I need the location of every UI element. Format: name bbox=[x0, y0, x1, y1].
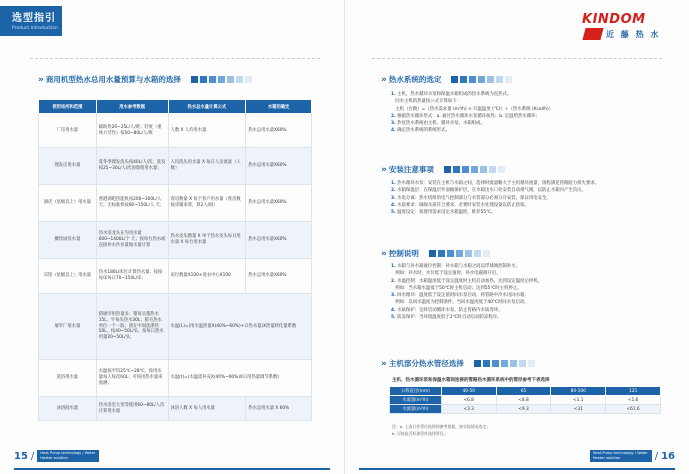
table-row bbox=[39, 360, 312, 397]
section-heading-install bbox=[381, 164, 505, 175]
column-header: 80-100 bbox=[551, 387, 606, 396]
section-heading-control bbox=[381, 248, 490, 259]
list-item: 回水循环：温度低于设定值时回水泵启动，将管路中冷水送回水箱。 bbox=[397, 293, 529, 299]
decor-squares bbox=[444, 166, 505, 173]
section-heading-pipe bbox=[381, 358, 535, 369]
section-tab-subtitle: Product Introduction bbox=[12, 26, 58, 31]
section-heading-system bbox=[381, 74, 512, 85]
table-cell: 客房数量 X 每个客户用水量（客房数按床铺来算，算2人/间） bbox=[168, 185, 246, 222]
system-text: 1. 主机、热水循环水泵和保温水箱组成的热水系统为直热式。 同水主机的热量按公式计算如下： 主机（台数）=（热水需求量 (m³/h) × 升温温度 (℃)）÷（热水系统 (Kcal/h)） 2. 根据热水循环形式：a. 通过热水循环水泵循环加热；b. 定温给热水循环； 3. 热泵热水系统由主机、循环水泵、水箱组成。 4. 确定热水系统的系统形式。 bbox=[391, 92, 554, 134]
footer-rule bbox=[359, 468, 675, 470]
list-item: 根据热水循环形式：a. 通过热水循环水泵循环加热；b. 定温给热水循环； bbox=[397, 113, 540, 119]
list-item: 主机（台数）=（热水需求量 (m³/h) × 升温温度 (℃)）÷（热水系统 (Kcal/h)） bbox=[395, 106, 554, 112]
table-cell: <9.3 bbox=[496, 405, 551, 414]
row-header: 水流量(m³/h) bbox=[390, 405, 442, 414]
section-title: 主机部分热水管径选择 bbox=[388, 359, 464, 368]
table-cell: <1.6 bbox=[606, 396, 661, 405]
table-cell: 热水总用水量X60% bbox=[246, 148, 312, 185]
section-title: 商用机型热水总用水量预算与水箱的选择 bbox=[45, 75, 181, 84]
table-cell: 热水180L/床位计算热水量；按按每床每日70~150L/床； bbox=[96, 259, 168, 294]
list-item: 水电分离：热水机组的电气控制部分与水管部分必须分开安装，保证用电安全。 bbox=[397, 195, 551, 201]
list-item: 水质要求：确保水质符合要求，必要时安装水处理设备以防止结垢。 bbox=[397, 202, 529, 208]
section-tab bbox=[0, 6, 62, 36]
footer-rule bbox=[14, 468, 330, 470]
table-cell: 夏冬季理发洗头按40L/人/次；洗发按25~30L/人/次预算使用水量； bbox=[96, 148, 168, 185]
table-row bbox=[39, 114, 312, 148]
page-slash: / bbox=[30, 450, 35, 462]
table-row bbox=[39, 294, 312, 360]
section-tab-title: 选型指引 bbox=[12, 13, 56, 24]
table-cell: 猪屠宰用热量多；猪每头猪热水15L，牛每头热水30L；猪毛热水单位一个一般；猪在中间洗涤热50L，按40~50L/头；按每日热水用量20~50L/头； bbox=[96, 294, 168, 360]
control-text: 1. 水箱与补水箱液位控制：补水箱与水箱之间以浮球阀控制补水。 例如：补水时，水位低于设定值时，补水电磁阀开启。 2. 水温控制：水箱温度低于设定温度时主机启动加热，达到设定温度后停机。 例如：当水箱水温低于50℃时主机启动；达到55℃时主机停止。 3. 回水循环：温度低于设定值时回水泵启动，将管路中冷水送回水箱。 例如：以回水温度为控制条件，当回水温度低于40℃时回水泵启动。 4. 水质保护：定时启动循环水泵，防止管路内水质变坏。 5. 防冻保护：当环境温度低于2℃时自动启动防冻程序。 bbox=[391, 264, 543, 320]
chevron-right-icon: » bbox=[381, 248, 385, 259]
table-cell: <3.3 bbox=[441, 405, 496, 414]
table-cell: <31 bbox=[551, 405, 606, 414]
table-row bbox=[390, 405, 661, 414]
row-header: 水流量(m³/h) bbox=[390, 396, 442, 405]
table-cell: 餐饮厨房水量 bbox=[39, 222, 97, 259]
table-cell: 理发店用水量 bbox=[39, 148, 97, 185]
list-item: 水箱保温层：在保温层外面做保护层，在水箱出水口处安装自动排气阀，以防止水箱内产生负压。 bbox=[397, 188, 586, 194]
table-cell: 辅助热20~25L/人/班；轻度（重体力劳作）按50~80L/人/班 bbox=[96, 114, 168, 148]
section-title: 热水系统的选定 bbox=[388, 75, 442, 84]
column-header: 125 bbox=[606, 387, 661, 396]
divider bbox=[372, 58, 662, 59]
footer-left bbox=[14, 450, 99, 462]
list-item: 温度设定：按使用需求设定水箱温度，推荐55℃。 bbox=[397, 210, 496, 216]
table-cell: 热水总用水量X60% bbox=[246, 185, 312, 222]
list-item: 水温控制：水箱温度低于设定温度时主机启动加热，达到设定温度后停机。 bbox=[397, 278, 543, 284]
table-row bbox=[390, 396, 661, 405]
table-cell: 热水总用水量X60% bbox=[246, 259, 312, 294]
chevron-right-icon: » bbox=[38, 74, 42, 85]
table-header-row bbox=[39, 100, 312, 114]
table-cell: 水温(L)=(用水温热量X(40%~60%)+日热水量)X热量转化量系数 bbox=[168, 294, 311, 360]
brand-mark-icon bbox=[582, 28, 603, 40]
list-item: 例如：补水时，水位低于设定值时，补水电磁阀开启。 bbox=[395, 271, 501, 277]
list-item: 水质保护：定时启动循环水泵，防止管路内水质变坏。 bbox=[397, 307, 503, 313]
list-item: 热泵热水系统由主机、循环水泵、水箱组成。 bbox=[397, 121, 485, 127]
page-number-right: 16 bbox=[661, 450, 675, 462]
page-slash: / bbox=[654, 450, 659, 462]
page-number-left: 15 bbox=[14, 450, 28, 462]
table-cell: <61.6 bbox=[606, 405, 661, 414]
column-header: 用水参考数据 bbox=[96, 100, 168, 114]
chevron-right-icon: » bbox=[381, 164, 385, 175]
table-cell: 热水龙头数量 X 单个热水龙头每日用水量 X 每台用水量 bbox=[168, 222, 246, 259]
table-cell: 热水浴室大堂等使用60~80L/人次计算用水量 bbox=[96, 397, 168, 421]
table-cell: 酒店（星级以上）用水量 bbox=[39, 185, 97, 222]
section-heading-left bbox=[38, 74, 252, 85]
brand-logo bbox=[582, 12, 677, 42]
table-cell: 宾馆（星级以上）用水量 bbox=[39, 259, 97, 294]
chevron-right-icon: » bbox=[381, 358, 385, 369]
list-item: 水箱与补水箱液位控制：补水箱与水箱之间以浮球阀控制补水。 bbox=[397, 264, 521, 269]
table-cell: 水温(t)=(水温需补充X(40%~60%)X日用热量调节系数) bbox=[168, 360, 311, 397]
chevron-right-icon: » bbox=[381, 74, 385, 85]
list-item: 主机、热水循环水泵和保温水箱组成的热水系统为直热式。 bbox=[397, 92, 512, 97]
table-cell: 热水浴龙头在为用水量600~1400L/个 天；按每台热水或直接补水作业量做水量计算 bbox=[96, 222, 168, 259]
table-header-row bbox=[390, 387, 661, 396]
column-header: 公称直径(mm) bbox=[390, 387, 442, 396]
footer-right bbox=[590, 450, 675, 462]
list-item: 确定热水系统的系统形式。 bbox=[397, 128, 450, 134]
table-row bbox=[39, 222, 312, 259]
table-cell: 沐浴间水量 bbox=[39, 397, 97, 421]
table-row bbox=[39, 148, 312, 185]
table-cell: 沐浴人数 X 每人用水量 bbox=[168, 397, 246, 421]
table-row bbox=[39, 397, 312, 421]
decor-squares bbox=[429, 250, 490, 257]
list-item: 同水主机的热量按公式计算如下： bbox=[395, 99, 462, 105]
pipe-size-table bbox=[389, 386, 661, 414]
table-cell: 热水总用水量X60% bbox=[246, 114, 312, 148]
table-cell: 热水总用水量X60% bbox=[246, 222, 312, 259]
footer-tag-left: Heat Pump technology / Water Heater solution bbox=[37, 450, 99, 462]
page-fold bbox=[344, 0, 345, 474]
decor-squares bbox=[474, 360, 535, 367]
list-item: 例如：以回水温度为控制条件，当回水温度低于40℃时回水泵启动。 bbox=[395, 300, 529, 306]
note-line: 注：a. 上表只作管径选择的参考依据，按实际情况选定； bbox=[392, 424, 491, 429]
table-cell: 香港酒吧热能机按200~300L/人 天；无标准机按80~150L/人 天； bbox=[96, 185, 168, 222]
table-cell: <8.8 bbox=[496, 396, 551, 405]
list-item: 例如：当水箱水温低于50℃时主机启动；达到55℃时主机停止。 bbox=[395, 285, 522, 291]
column-header: 使用场所和范围 bbox=[39, 100, 97, 114]
table-row bbox=[39, 259, 312, 294]
footer-tag-right: Heat Pump technology / Water Heater solution bbox=[590, 450, 652, 462]
pipe-table-notes bbox=[392, 424, 490, 437]
table-cell: 人均洗头用水量 X 每日人员流量（人数） bbox=[168, 148, 246, 185]
note-line: b. 可按是否标准管件选择管径。 bbox=[392, 430, 448, 436]
decor-squares bbox=[451, 76, 512, 83]
column-header: 65 bbox=[496, 387, 551, 396]
table-cell: 热水总用水量 X 60% bbox=[246, 397, 312, 421]
table-cell: 人数 X 人均用水量 bbox=[168, 114, 246, 148]
brand-name: KINDOM bbox=[582, 12, 646, 27]
list-item: 热水循环水泵：安装在主机与水箱之间，选择时流量略大于主机循环流量，扬程满足管路阻力损失要求。 bbox=[397, 181, 600, 186]
brand-name-cn: 近 藤 热 水 bbox=[606, 30, 661, 39]
table-cell: 水温按平均25℃~28℃，按用水量每人每次60L；可按用热水量来预测； bbox=[96, 360, 168, 397]
divider bbox=[30, 58, 320, 59]
install-text: 1. 热水循环水泵：安装在主机与水箱之间，选择时流量略大于主机循环流量，扬程满足管路阻力损失要求。 2. 水箱保温层：在保温层外面做保护层，在水箱出水口处安装自动排气阀，以防止水箱内产生负压。 3. 水电分离：热水机组的电气控制部分与水管部分必须分开安装，保证用电安全。 4. 水质要求：确保水质符合要求，必要时安装水处理设备以防止结垢。 5. 温度设定：按使用需求设定水箱温度，推荐55℃。 bbox=[391, 181, 600, 216]
table-row bbox=[39, 185, 312, 222]
table-cell: 洗浴用水量 bbox=[39, 360, 97, 397]
column-header: 热水总水量计算公式 bbox=[168, 100, 246, 114]
section-title: 安装注意事项 bbox=[388, 165, 434, 174]
table-cell: 厂房用水量 bbox=[39, 114, 97, 148]
water-volume-table bbox=[38, 99, 312, 421]
table-cell: 屠宰厂用水量 bbox=[39, 294, 97, 360]
table-cell: 床位数量X100+洗衣中心X100 bbox=[168, 259, 246, 294]
table-cell: <1.1 bbox=[551, 396, 606, 405]
section-title: 控制说明 bbox=[388, 249, 419, 258]
list-item: 防冻保护：当环境温度低于2℃时自动启动防冻程序。 bbox=[397, 314, 502, 320]
column-header: 40-50 bbox=[441, 387, 496, 396]
table-cell: <6.8 bbox=[441, 396, 496, 405]
pipe-table-caption: 主机、热水循环泵和保温水箱间连接的管路热水循环系统中的管径参考下表选择 bbox=[392, 378, 550, 383]
column-header: 水箱的确定 bbox=[246, 100, 312, 114]
decor-squares bbox=[191, 76, 252, 83]
